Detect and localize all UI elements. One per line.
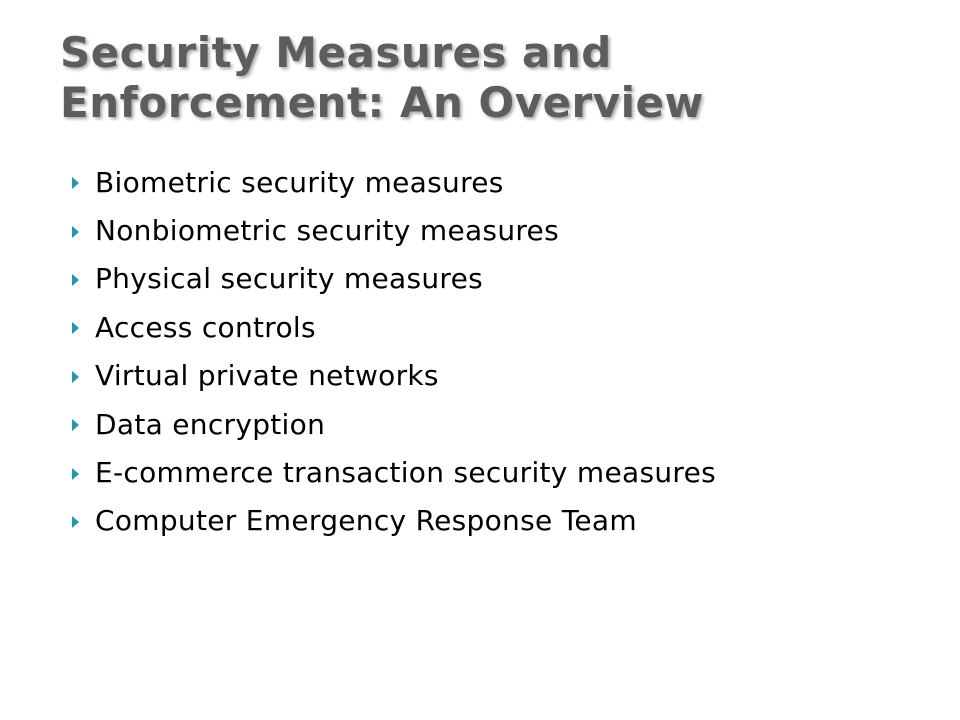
triangle-bullet-icon — [72, 371, 79, 383]
list-item — [72, 255, 932, 303]
bullet-text: E-commerce transaction security measures — [95, 456, 716, 490]
bullet-text: Data encryption — [95, 407, 326, 441]
slide-title-line-2: Enforcement: An Overview — [60, 78, 704, 127]
triangle-bullet-icon — [72, 516, 79, 528]
list-item — [72, 158, 932, 206]
bullet-text: Physical security measures — [95, 262, 484, 296]
bullet-text: Computer Emergency Response Team — [95, 504, 637, 538]
list-item — [72, 400, 932, 448]
slide-title — [60, 28, 920, 128]
list-item — [72, 303, 932, 351]
triangle-bullet-icon — [72, 322, 79, 334]
bullet-text: Access controls — [95, 310, 316, 344]
bullet-text: Nonbiometric security measures — [95, 214, 559, 248]
list-item — [72, 206, 932, 254]
triangle-bullet-icon — [72, 468, 79, 480]
triangle-bullet-icon — [72, 177, 79, 189]
list-item — [72, 497, 932, 545]
list-item — [72, 352, 932, 400]
triangle-bullet-icon — [72, 419, 79, 431]
triangle-bullet-icon — [72, 226, 79, 238]
bullet-text: Biometric security measures — [95, 165, 504, 199]
list-item — [72, 448, 932, 496]
bullet-list — [72, 158, 932, 545]
slide-title-line-1: Security Measures and — [60, 28, 612, 77]
bullet-text: Virtual private networks — [95, 359, 439, 393]
triangle-bullet-icon — [72, 274, 79, 286]
